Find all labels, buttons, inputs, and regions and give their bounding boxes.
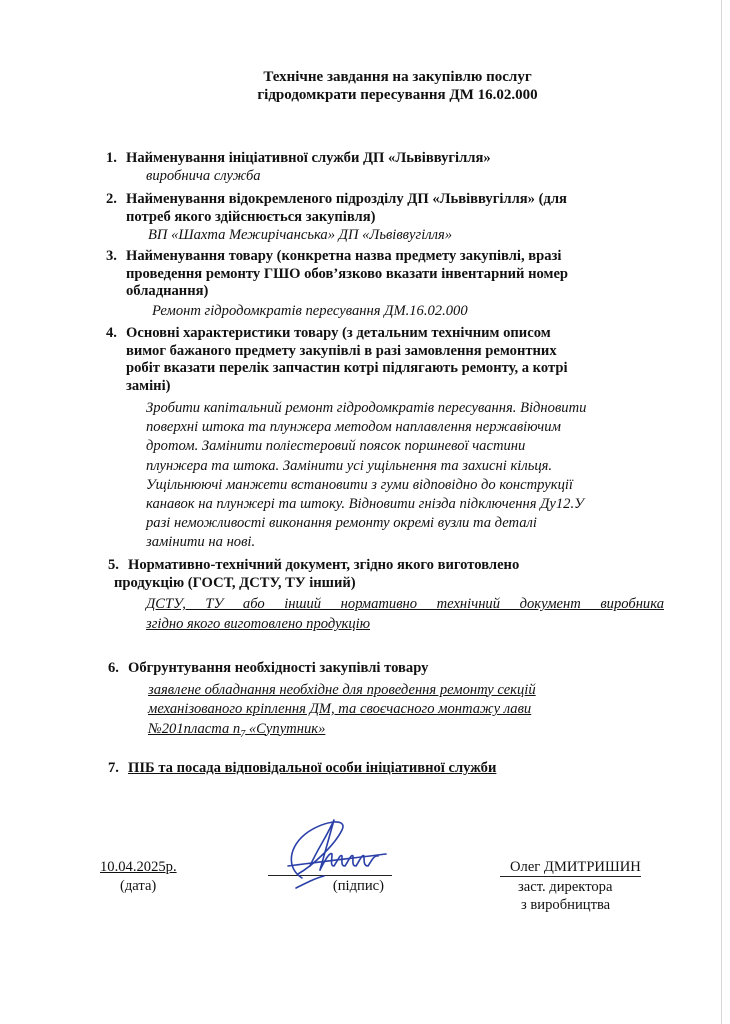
section-5-answer-line-2: згідно якого виготовлено продукцію bbox=[146, 616, 371, 632]
section-6-answer-line-3-suffix: «Супутник» bbox=[245, 720, 326, 737]
date-value: 10.04.2025р. bbox=[100, 859, 177, 875]
signature-label: (підпис) bbox=[332, 878, 384, 894]
section-6-number: 6. bbox=[108, 660, 119, 676]
section-7-number: 7. bbox=[108, 760, 119, 776]
section-4-number: 4. bbox=[106, 325, 117, 341]
seam-index: 7 bbox=[240, 728, 246, 740]
section-3-heading-line-1: Найменування товару (конкретна назва предмету закупівлі, вразі bbox=[126, 248, 562, 264]
section-4-heading-line-4: заміні) bbox=[126, 377, 171, 394]
section-5-answer-line-1: ДСТУ, ТУ або інший нормативно технічний документ виробника bbox=[146, 596, 664, 612]
section-4-heading-line-1: Основні характеристики товару (з детальним технічним описом bbox=[126, 325, 551, 341]
section-5-heading-line-2: продукцію (ГОСТ, ДСТУ, ТУ інший) bbox=[114, 574, 356, 591]
section-6-heading: Обгрунтування необхідності закупівлі товару bbox=[128, 660, 429, 676]
section-3-heading-line-3: обладнання) bbox=[126, 283, 209, 299]
document-title bbox=[0, 68, 730, 104]
section-6-answer-line-2: механізованого кріплення ДМ, та своєчасного монтажу лави bbox=[148, 701, 532, 717]
section-3-heading-line-2: проведення ремонту ГШО обов’язково вказати інвентарний номер bbox=[126, 265, 569, 282]
section-4-answer-line-1: Зробити капітальний ремонт гідродомкратів пересування. Відновити bbox=[146, 400, 587, 416]
signatory-name: Олег ДМИТРИШИН bbox=[500, 858, 641, 877]
section-1-number: 1. bbox=[106, 150, 117, 166]
section-4-answer-line-8: замінити на нові. bbox=[146, 534, 256, 551]
date-block bbox=[100, 858, 177, 895]
title-line-1: Технічне завдання на закупівлю послуг bbox=[263, 69, 532, 85]
section-3-number: 3. bbox=[106, 248, 117, 264]
signatory-position-line-2: з виробництва bbox=[521, 897, 611, 913]
scan-edge-line bbox=[721, 0, 722, 1024]
section-4-answer-line-2: поверхні штока та плунжера методом наплавлення нержавіючим bbox=[146, 419, 561, 436]
date-label: (дата) bbox=[120, 878, 157, 894]
section-2-answer: ВП «Шахта Межирічанська» ДП «Львіввугілля» bbox=[148, 227, 453, 243]
handwritten-signature bbox=[268, 808, 398, 895]
section-3-answer: Ремонт гідродомкратів пересування ДМ.16.02.000 bbox=[152, 302, 468, 319]
section-4-answer-line-6: канавок на плунжері та штоку. Відновити гнізда підключення Ду12.У bbox=[146, 496, 584, 513]
section-2-heading-line-2: потреб якого здійснюється закупівля) bbox=[126, 208, 376, 225]
section-1-answer: виробнича служба bbox=[146, 167, 261, 184]
section-4-answer-line-3: дротом. Замінити поліестеровий поясок поршневої частини bbox=[146, 438, 526, 455]
signatory-block bbox=[500, 858, 641, 914]
signatory-position-line-1: заст. директора bbox=[518, 879, 613, 895]
section-5-number: 5. bbox=[108, 557, 119, 573]
section-7-heading: ПІБ та посада відповідальної особи ініціативної служби bbox=[128, 760, 497, 776]
section-1-heading: Найменування ініціативної служби ДП «Львіввугілля» bbox=[126, 150, 491, 166]
section-6-answer-line-3 bbox=[148, 720, 536, 744]
section-6-answer-line-3-text: №201пласта n bbox=[148, 720, 241, 737]
section-2-number: 2. bbox=[106, 191, 117, 207]
section-2-heading-line-1: Найменування відокремленого підрозділу ДП «Львіввугілля» (для bbox=[126, 191, 567, 207]
section-4-heading-line-3: робіт вказати перелік запчастин котрі підлягають ремонту, а котрі bbox=[126, 360, 568, 376]
title-line-2: гідродомкрати пересування ДМ 16.02.000 bbox=[257, 87, 538, 103]
section-4-answer-line-4: плунжера та штока. Замінити усі ущільнення та захисні кільця. bbox=[146, 457, 553, 474]
section-6-answer-line-1: заявлене обладнання необхідне для проведення ремонту секцій bbox=[148, 681, 536, 698]
section-4-answer-line-5: Ущільнюючі манжети встановити з гуми відповідно до конструкції bbox=[146, 476, 573, 493]
section-4-heading-line-2: вимог бажаного предмету закупівлі в разі замовлення ремонтних bbox=[126, 342, 557, 359]
section-4-answer-line-7: разі неможливості виконання ремонту окремі вузли та деталі bbox=[146, 515, 537, 532]
section-5-heading-line-1: Нормативно-технічний документ, згідно якого виготовлено bbox=[128, 557, 520, 573]
